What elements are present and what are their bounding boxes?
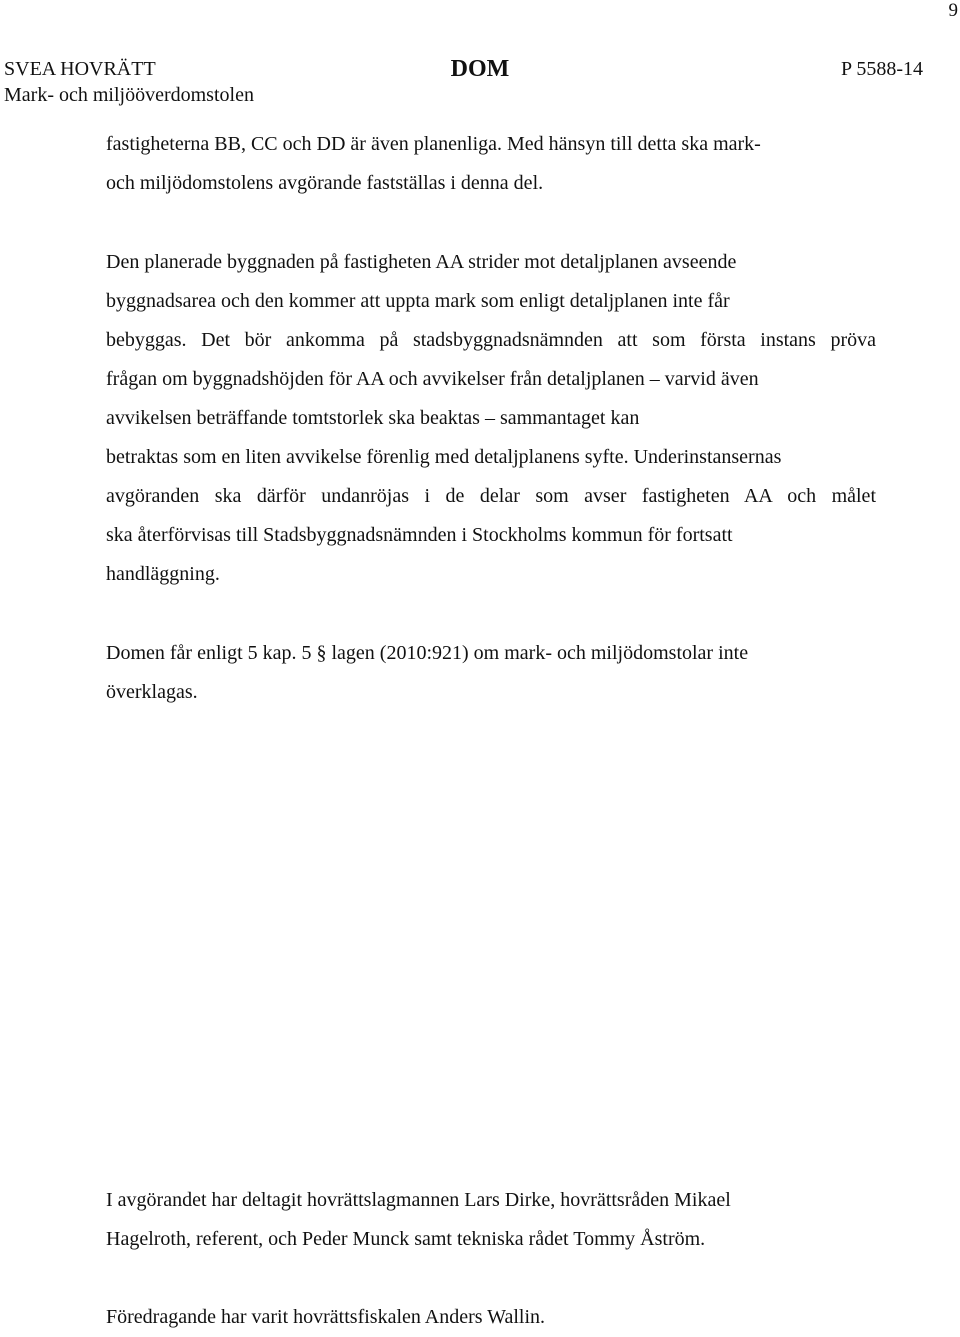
text-line: I avgörandet har deltagit hovrättslagmannen Lars Dirke, hovrättsråden Mikael: [106, 1189, 731, 1211]
text-line: ska återförvisas till Stadsbyggnadsnämnden i Stockholms kommun för fortsatt: [106, 524, 733, 546]
paragraph-judges: [106, 1181, 876, 1259]
text-line: Hagelroth, referent, och Peder Munck samt tekniska rådet Tommy Åström.: [106, 1228, 706, 1250]
text-line: handläggning.: [106, 563, 220, 585]
paragraph-property-aa: [106, 243, 876, 594]
text-line: fastigheterna BB, CC och DD är även planenliga. Med hänsyn till detta ska mark-: [106, 133, 761, 155]
paragraph-ruling-other-properties: [106, 125, 876, 203]
text-line: Domen får enligt 5 kap. 5 § lagen (2010:921) om mark- och miljödomstolar inte: [106, 642, 749, 664]
text-line: frågan om byggnadshöjden för AA och avvikelser från detaljplanen – varvid även: [106, 368, 759, 390]
text-line: överklagas.: [106, 681, 198, 703]
page-number: 9: [948, 0, 958, 21]
text-line: avvikelsen beträffande tomtstorlek ska beaktas – sammantaget kan: [106, 407, 640, 429]
paragraph-appeal-notice: [106, 634, 876, 712]
text-line: Den planerade byggnaden på fastigheten AA strider mot detaljplanen avseende: [106, 251, 737, 273]
court-name: SVEA HOVRÄTT: [4, 58, 156, 80]
case-number: P 5588-14: [840, 58, 923, 80]
text-line: avgöranden ska därför undanröjas i de delar som avser fastigheten AA och målet: [106, 485, 876, 507]
text-line: betraktas som en liten avvikelse förenlig med detaljplanens syfte. Underinstansernas: [106, 446, 782, 468]
court-division: Mark- och miljööverdomstolen: [4, 84, 254, 106]
text-line: och miljödomstolens avgörande fastställas i denna del.: [106, 172, 544, 194]
paragraph-rapporteur: [106, 1298, 876, 1337]
text-line: Föredragande har varit hovrättsfiskalen Anders Wallin.: [106, 1306, 546, 1328]
text-line: byggnadsarea och den kommer att uppta mark som enligt detaljplanen inte får: [106, 290, 730, 312]
text-line: bebyggas. Det bör ankomma på stadsbyggnadsnämnden att som första instans pröva: [106, 329, 876, 351]
document-type: DOM: [450, 56, 510, 82]
